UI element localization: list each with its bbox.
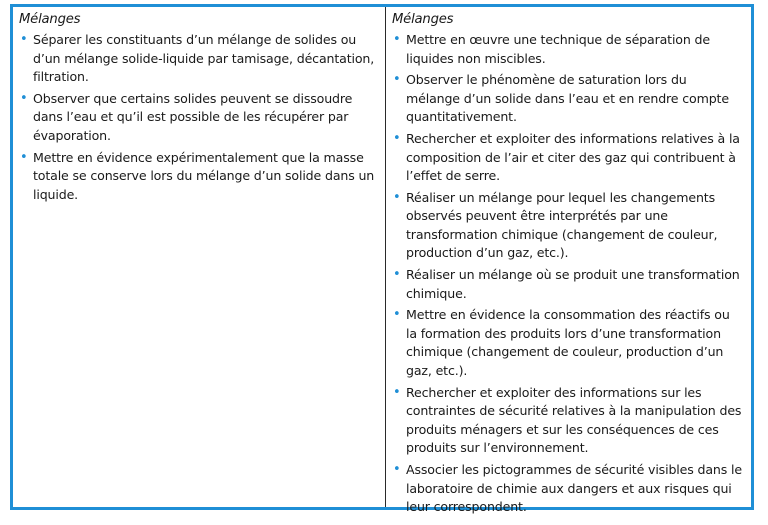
list-item-text: Rechercher et exploiter des informations sur les contraintes de sécurité relatives à la manipulation des produits ménagers et sur les conséquences de ces produits sur l’environnement. — [406, 384, 742, 456]
left-column — [13, 7, 386, 507]
list-item — [392, 306, 743, 380]
bullet-icon: • — [393, 189, 401, 205]
right-column — [386, 7, 751, 515]
bullet-icon: • — [393, 72, 401, 88]
list-item — [19, 31, 377, 87]
list-item-text: Observer le phénomène de saturation lors du mélange d’un solide dans l’eau et en rendre compte quantitativement. — [406, 72, 729, 125]
left-item-list — [19, 31, 377, 204]
list-item — [19, 90, 377, 146]
list-item-text: Réaliser un mélange pour lequel les changements observés peuvent être interprétés par une transformation chimique (changement de couleur, production d’un gaz, etc.). — [406, 189, 718, 261]
competences-table — [10, 4, 754, 515]
list-item — [392, 266, 743, 303]
list-item — [392, 384, 743, 458]
list-item — [392, 31, 743, 68]
list-item-text: Séparer les constituants d’un mélange de solides ou d’un mélange solide-liquide par tamisage, décantation, filtration. — [33, 32, 375, 84]
list-item — [392, 130, 743, 186]
bullet-icon: • — [393, 307, 401, 323]
bullet-icon: • — [393, 32, 401, 47]
list-item — [19, 149, 377, 205]
list-item — [392, 461, 743, 517]
bullet-icon: • — [393, 131, 401, 147]
bullet-icon: • — [20, 149, 28, 165]
list-item — [392, 71, 743, 127]
list-item-text: Associer les pictogrammes de sécurité visibles dans le laboratoire de chimie aux dangers et aux risques qui leur correspondent. — [406, 462, 742, 515]
bullet-icon: • — [20, 32, 28, 47]
list-item-text: Mettre en œuvre une technique de séparation de liquides non miscibles. — [406, 32, 710, 66]
bullet-icon: • — [393, 462, 401, 478]
list-item — [392, 189, 743, 263]
list-item-text: Mettre en évidence expérimentalement que la masse totale se conserve lors du mélange d’un solide dans un liquide. — [33, 149, 375, 202]
list-item-text: Rechercher et exploiter des informations relatives à la composition de l’air et citer des gaz qui contribuent à l’effet de serre. — [406, 131, 740, 184]
bullet-icon: • — [393, 267, 401, 283]
bullet-icon: • — [20, 90, 28, 106]
left-column-heading: Mélanges — [19, 12, 81, 27]
list-item-text: Réaliser un mélange où se produit une transformation chimique. — [406, 267, 740, 301]
right-column-heading: Mélanges — [392, 12, 454, 27]
list-item-text: Observer que certains solides peuvent se dissoudre dans l’eau et qu’il est possible de les récupérer par évaporation. — [33, 90, 353, 143]
bullet-icon: • — [393, 384, 401, 400]
list-item-text: Mettre en évidence la consommation des réactifs ou la formation des produits lors d’une transformation chimique (changement de couleur, production d’un gaz, etc.). — [406, 307, 730, 378]
right-item-list — [392, 31, 743, 517]
